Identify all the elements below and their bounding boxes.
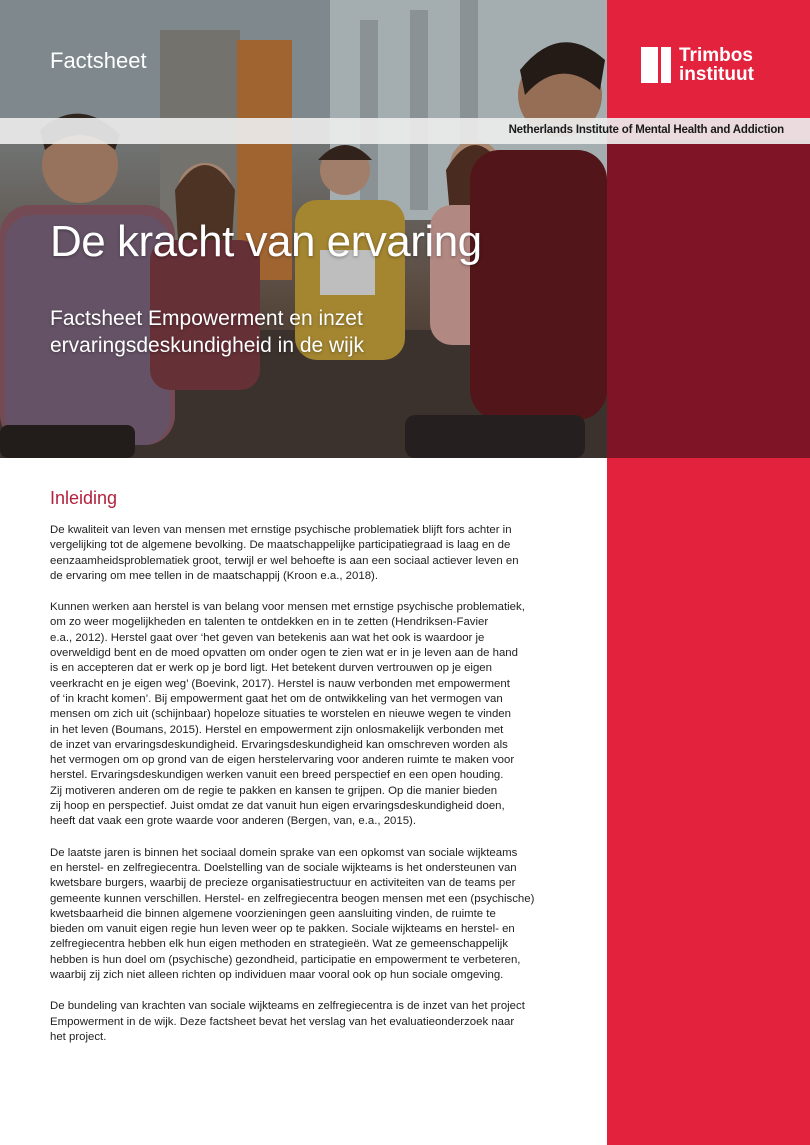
paragraph-line: Kunnen werken aan herstel is van belang voor mensen met ernstige psychische problematiek, xyxy=(50,601,525,614)
subtitle-line: ervaringsdeskundigheid in de wijk xyxy=(50,334,365,357)
paragraph-line: of ‘in kracht komen’. Bij empowerment gaat het om de ontwikkeling van het vermogen van xyxy=(50,692,503,705)
body-content xyxy=(50,488,583,1061)
paragraph-line: en herstel- en zelfregiecentra. Doelstelling van de sociale wijkteams is het ondersteunen van xyxy=(50,861,517,874)
paragraph-line: bieden om vanuit eigen regie hun leven weer op te pakken. Sociale wijkteams en herstel- en xyxy=(50,923,515,936)
logo-text-line1: Trimbos xyxy=(679,45,753,66)
document-type-label: Factsheet xyxy=(50,48,147,73)
brand-dark-block xyxy=(607,140,810,458)
paragraph-line: e.a., 2012). Herstel gaat over ‘het geven van betekenis aan wat het ook is waardoor je xyxy=(50,631,485,644)
paragraph-line: gemeente kunnen verschillen. Herstel- en zelfregiecentra beogen mensen met een (psychische) xyxy=(50,892,535,905)
paragraph-line: mensen om zich uit (schijnbaar) hopeloze situaties te worstelen en nieuwe wegen te vinden xyxy=(50,708,511,721)
paragraph-line: De kwaliteit van leven van mensen met ernstige psychische problematiek blijft fors achter in xyxy=(50,524,512,536)
paragraph-line: is en accepteren dat er werk op je bord ligt. Het betekent durven vertrouwen op je eigen xyxy=(50,662,492,675)
paragraph-line: herstel. Ervaringsdeskundigen werken vanuit een breed perspectief en een open houding. xyxy=(50,769,504,782)
trimbos-logo xyxy=(641,46,754,84)
page-subtitle xyxy=(50,305,570,359)
logo-mark-icon xyxy=(641,47,658,83)
paragraph-line: veerkracht en je eigen weg’ (Boevink, 2017). Herstel is nauw verbonden met empowerment xyxy=(50,677,510,690)
paragraph-line: zelfregiecentra hebben elk hun eigen methoden en strategieën. Wat ze gemeenschappelijk xyxy=(50,938,509,951)
paragraph-line: De laatste jaren is binnen het sociaal domein sprake van een opkomst van sociale wijkteams xyxy=(50,846,518,859)
body-paragraph xyxy=(50,999,583,1045)
paragraph-line: het project. xyxy=(50,1030,107,1043)
paragraph-line: eenzaamheidsproblematiek groot, terwijl er wel behoefte is aan een sociaal actiever leven en xyxy=(50,554,519,567)
section-heading: Inleiding xyxy=(50,488,118,508)
paragraph-line: vergelijking tot de algemene bevolking. De maatschappelijke participatiegraad is laag en de xyxy=(50,539,511,552)
subtitle-line: Factsheet Empowerment en inzet xyxy=(50,307,363,330)
paragraph-line: overweldigd bent en de moed opvatten om onder ogen te zien wat er in je leven aan de hand xyxy=(50,647,518,660)
body-paragraph xyxy=(50,846,583,984)
paragraph-line: Empowerment in de wijk. Deze factsheet bevat het verslag van het evaluatieonderzoek naar xyxy=(50,1015,515,1028)
paragraph-line: om zo weer mogelijkheden en talenten te ontdekken en in te zetten (Hendriksen-Favier xyxy=(50,616,489,629)
paragraph-line: Zij motiveren anderen om de regie te pakken en kansen te grijpen. Op die manier bieden xyxy=(50,784,498,797)
paragraph-line: kwetsbaarheid die binnen algemene voorzieningen geen aansluiting vinden, de ruimte te xyxy=(50,907,496,920)
paragraph-line: de inzet van ervaringsdeskundigheid. Ervaringsdeskundigheid kan omschreven worden als xyxy=(50,738,508,751)
paragraph-line: in het leven (Boumans, 2015). Herstel en empowerment zijn onlosmakelijk verbonden met xyxy=(50,723,504,736)
paragraph-line: kwetsbare burgers, waarbij de precieze organisatiestructuur en activiteiten van de teams per xyxy=(50,877,516,890)
logo-mark-icon xyxy=(661,47,671,83)
paragraph-line: waarbij zij zich niet alleen richten op individuen maar vooral ook op hun sociale omgeving. xyxy=(50,969,504,982)
page-title: De kracht van ervaring xyxy=(50,217,482,266)
institute-band xyxy=(0,118,810,144)
paragraph-line: De bundeling van krachten van sociale wijkteams en zelfregiecentra is de inzet van het project xyxy=(50,1000,525,1013)
body-paragraph xyxy=(50,523,583,584)
paragraph-line: zij hoop en perspectief. Juist omdat ze dat vanuit hun eigen ervaringsdeskundigheid doen, xyxy=(50,800,505,813)
logo-text-line2: instituut xyxy=(679,64,754,85)
paragraph-line: heeft dat vaak een grote waarde voor anderen (Bergen, van, e.a., 2015). xyxy=(50,815,417,828)
institute-tagline: Netherlands Institute of Mental Health and Addiction xyxy=(508,124,784,136)
paragraph-line: de ervaring om mee tellen in de maatschappij (Kroon e.a., 2018). xyxy=(50,569,378,582)
paragraph-line: hebben is hun doel om (psychische) gezondheid, participatie en empowerment te verbeteren, xyxy=(50,953,521,966)
paragraph-line: het vermogen om op grond van de eigen herstelervaring voor anderen ruimte te maken voor xyxy=(50,754,515,767)
body-paragraph xyxy=(50,600,583,829)
paragraph-list xyxy=(50,523,583,1045)
